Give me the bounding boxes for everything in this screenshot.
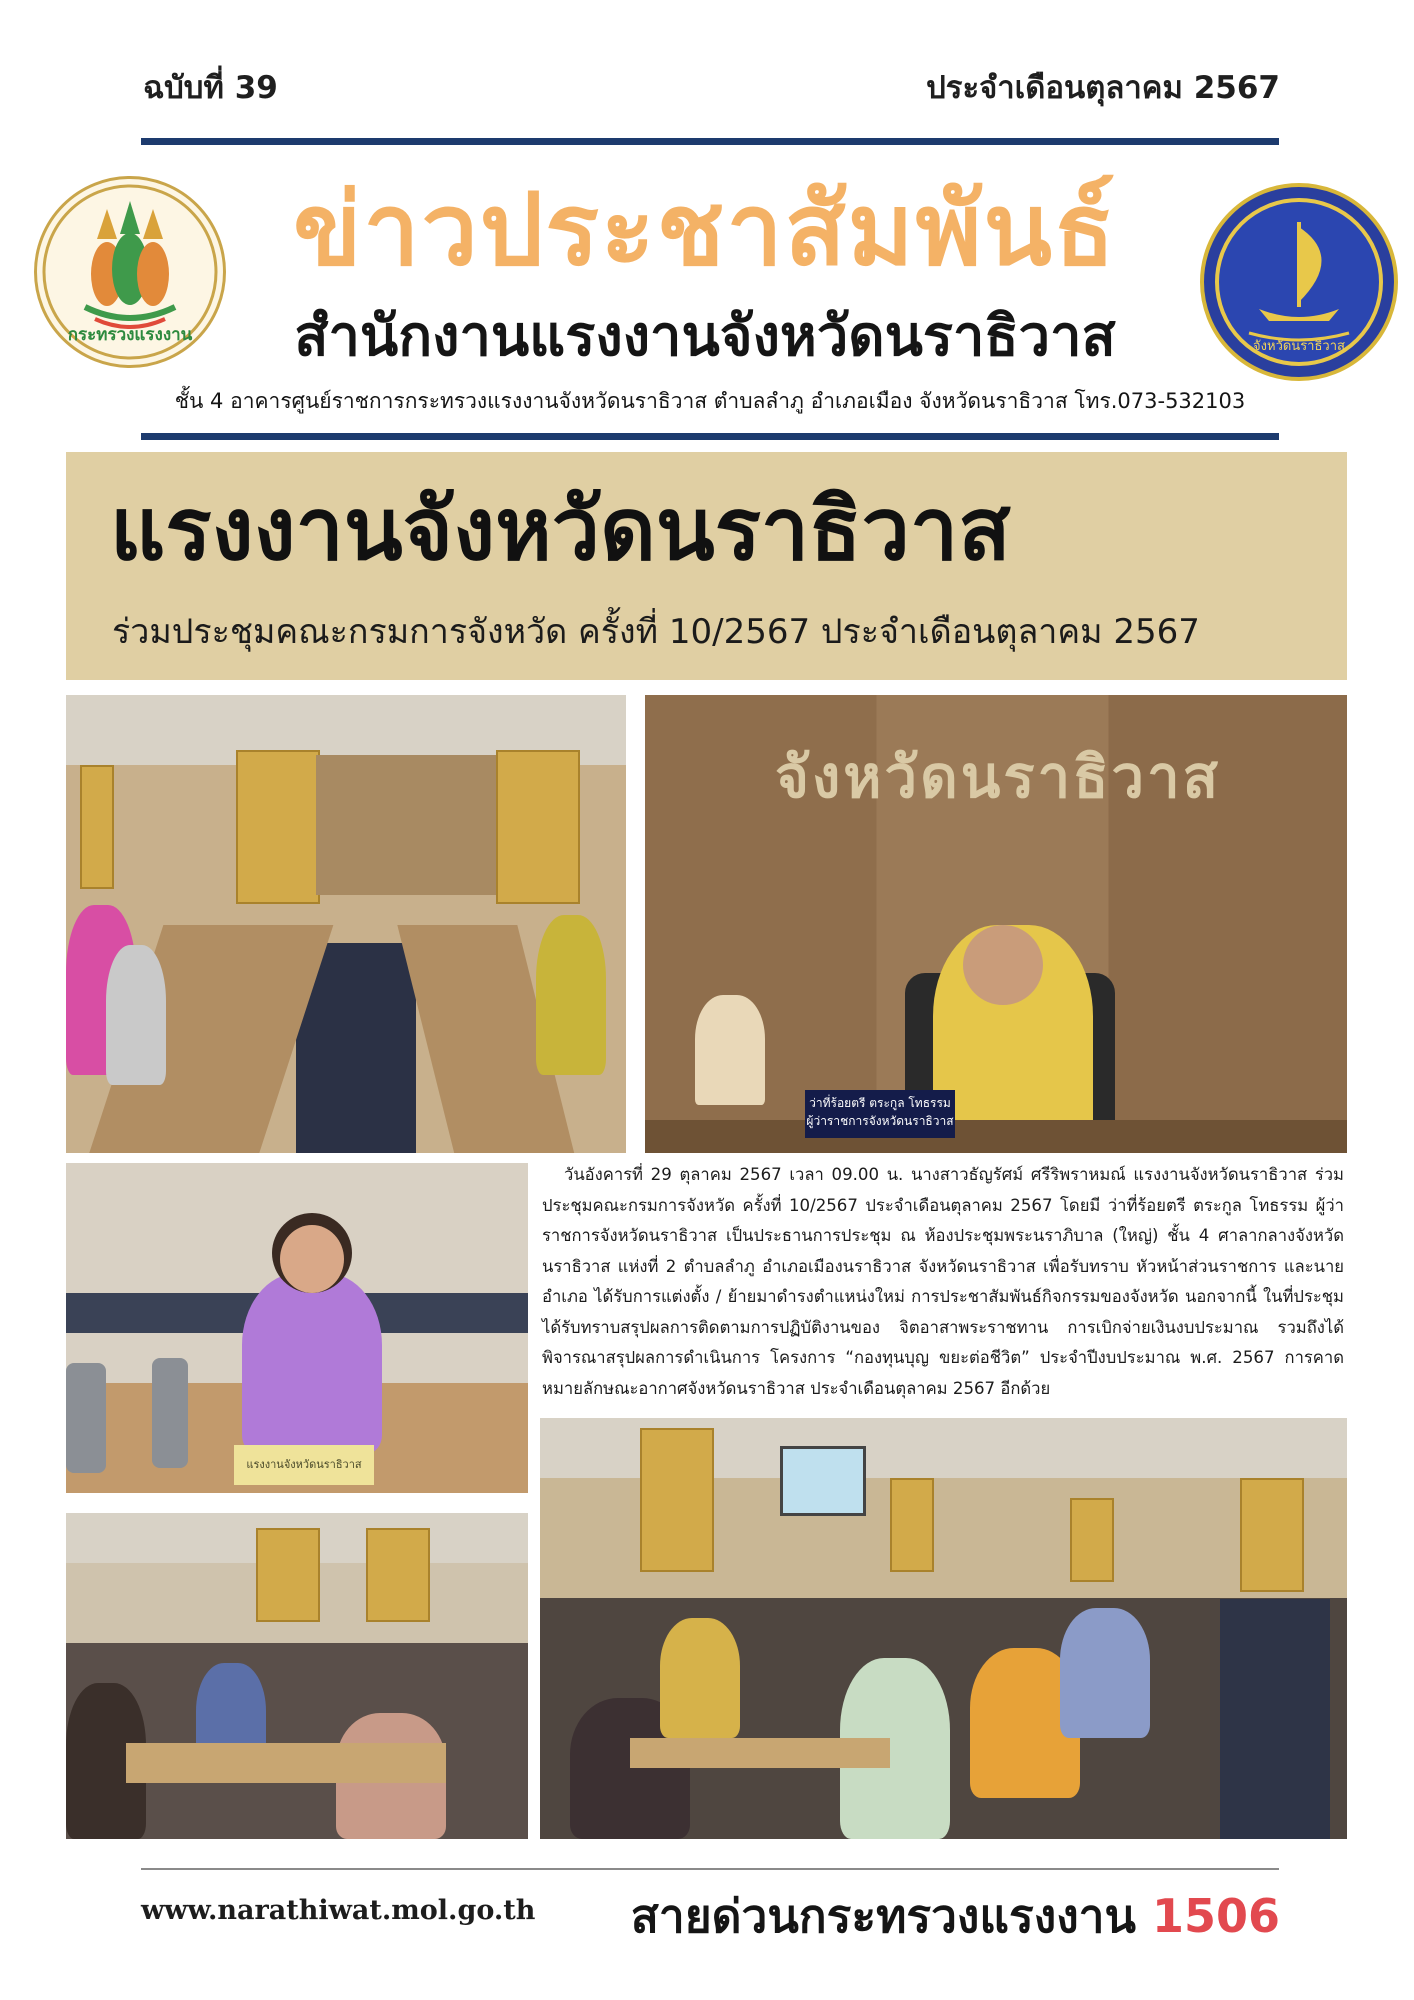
ministry-of-labour-logo bbox=[34, 176, 226, 368]
hotline bbox=[631, 1880, 1280, 1953]
nameplate-name: ว่าที่ร้อยตรี ตระกูล โทธรรม bbox=[809, 1096, 951, 1110]
article-body: วันอังคารที่ 29 ตุลาคม 2567 เวลา 09.00 น. นางสาวธัญรัศม์ ศรีริพราหมณ์ แรงงานจังหวัดนราธิวาส ร่วมประชุมคณะกรมการจังหวัด ครั้งที่ 10/2567 ประจำเดือนตุลาคม 2567 โดยมี ว่าที่ร้อยตรี ตระกูล โทธรรม ผู้ว่าราชการจังหวัดนราธิวาส เป็นประธานการประชุม ณ ห้องประชุมพระนราภิบาล (ใหญ่) ชั้น 4 ศาลากลางจังหวัดนราธิวาส แห่งที่ 2 ตำบลลำภู อำเภอเมืองนราธิวาส จังหวัดนราธิวาส เพื่อรับทราบ หัวหน้าส่วนราชการ และนายอำเภอ ได้รับการแต่งตั้ง / ย้ายมาดำรงตำแหน่งใหม่ การประชาสัมพันธ์กิจกรรมของจังหวัด นอกจากนี้ ในที่ประชุมได้รับทราบสรุปผลการติดตามการปฏิบัติงานของ จิตอาสาพระราชทาน การเบิกจ่ายเงินงบประมาณ รวมถึงได้พิจารณาสรุปผลการดำเนินการ โครงการ “กองทุนบุญ ขยะต่อชีวิต” ประจำปีงบประมาณ พ.ศ. 2567 การคาดหมายลักษณะอากาศจังหวัดนราธิวาส ประจำเดือนตุลาคม 2567 อีกด้วย bbox=[542, 1165, 1344, 1398]
governor-photo bbox=[645, 695, 1347, 1153]
wall-sign: จังหวัดนราธิวาส bbox=[775, 743, 1222, 811]
narathiwat-province-seal bbox=[1200, 183, 1398, 381]
seal-caption: จังหวัดนราธิวาส bbox=[1253, 339, 1345, 354]
press-release-title: ข่าวประชาสัมพันธ์ bbox=[293, 171, 1117, 288]
office-name: สำนักงานแรงงานจังหวัดนราธิวาส bbox=[294, 304, 1116, 369]
website-url[interactable]: www.narathiwat.mol.go.th bbox=[141, 1895, 536, 1926]
subheadline: ร่วมประชุมคณะกรมการจังหวัด ครั้งที่ 10/2567 ประจำเดือนตุลาคม 2567 bbox=[112, 612, 1200, 652]
issue-number: ฉบับที่ 39 bbox=[143, 70, 278, 106]
headline: แรงงานจังหวัดนราธิวาส bbox=[110, 480, 1011, 580]
ministry-logo-caption: กระทรวงแรงงาน bbox=[67, 325, 193, 345]
hotline-number: 1506 bbox=[1151, 1889, 1280, 1943]
desk-nameplate: แรงงานจังหวัดนราธิวาส bbox=[234, 1445, 374, 1485]
attendees-photo bbox=[66, 1513, 528, 1839]
meeting-room-photo bbox=[66, 695, 626, 1153]
issue-month: ประจำเดือนตุลาคม 2567 bbox=[926, 70, 1280, 106]
top-divider bbox=[141, 138, 1279, 145]
full-meeting-photo bbox=[540, 1418, 1347, 1839]
middle-divider bbox=[141, 433, 1279, 440]
nameplate bbox=[805, 1090, 955, 1138]
hotline-label: สายด่วนกระทรวงแรงงาน bbox=[630, 1889, 1136, 1943]
labour-officer-photo bbox=[66, 1163, 528, 1493]
footer-divider bbox=[141, 1868, 1279, 1870]
office-address: ชั้น 4 อาคารศูนย์ราชการกระทรวงแรงงานจังหวัดนราธิวาส ตำบลลำภู อำเภอเมือง จังหวัดนราธิวาส โทร.073-532103 bbox=[174, 389, 1246, 413]
nameplate-title: ผู้ว่าราชการจังหวัดนราธิวาส bbox=[806, 1114, 954, 1128]
